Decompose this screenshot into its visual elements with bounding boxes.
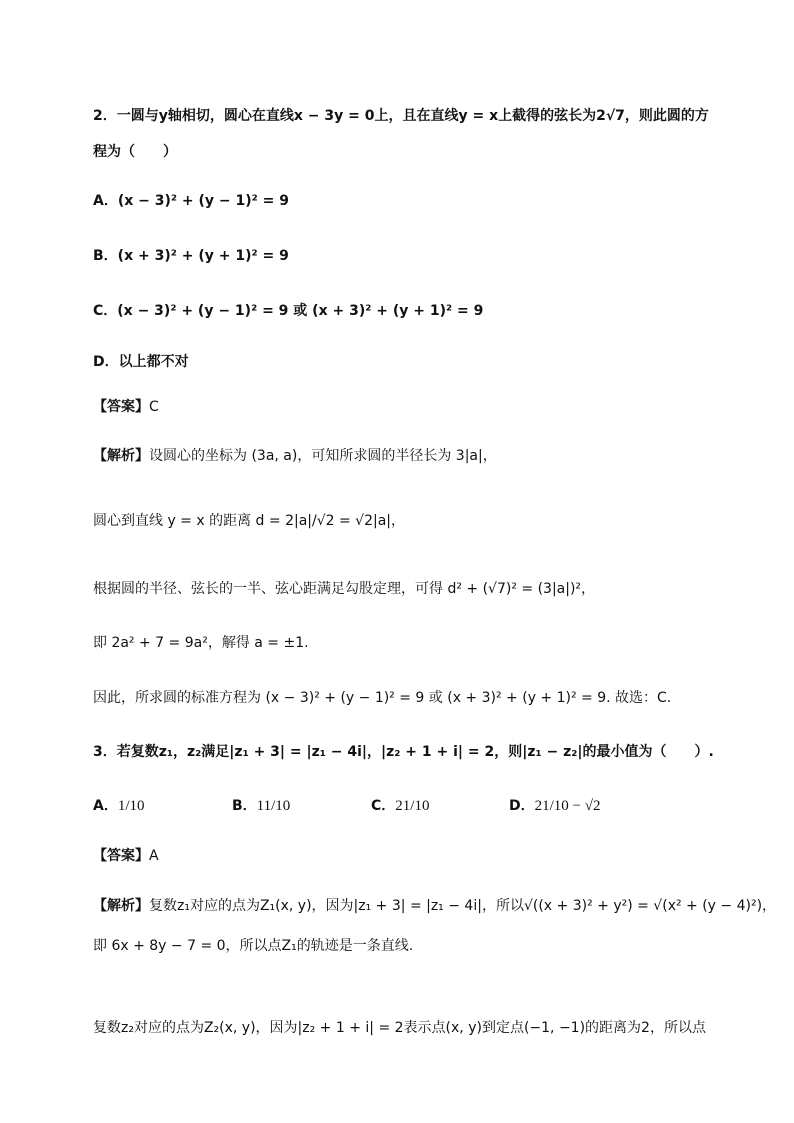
q2-option-d: D．以上都不对 [93,354,189,370]
answer-label: 【答案】 [93,399,149,415]
analysis-text: 设圆心的坐标为 (3a, a)，可知所求圆的半径长为 3|a|， [149,448,497,464]
q2-option-a: A．(x − 3)² + (y − 1)² = 9 [93,193,289,209]
q3-analysis-line1 [93,895,776,917]
q2-analysis-line2: 圆心到直线 y = x 的距离 d = 2|a|/√2 = √2|a|， [93,513,406,529]
answer-value: C [149,399,159,415]
q2-option-c: C．(x − 3)² + (y − 1)² = 9 或 (x + 3)² + (y + 1)² = 9 [93,303,484,319]
q2-analysis-line5: 因此，所求圆的标准方程为 (x − 3)² + (y − 1)² = 9 或 (x + 3)² + (y + 1)² = 9. 故选：C. [93,690,672,706]
q2-analysis-line1 [93,445,497,467]
q2-analysis-line4: 即 2a² + 7 = 9a²，解得 a = ±1. [93,635,309,651]
q3-analysis-line3: 复数z₂对应的点为Z₂(x, y)，因为|z₂ + 1 + i| = 2表示点(x, y)到定点(−1, −1)的距离为2，所以点 [93,1020,706,1036]
analysis-label: 【解析】 [93,898,149,914]
q3-option-a: A．1/10 [93,798,145,814]
analysis-label: 【解析】 [93,448,149,464]
answer-value: A [149,848,159,864]
analysis-text: 复数z₁对应的点为Z₁(x, y)，因为|z₁ + 3| = |z₁ − 4i|，所以√((x + 3)² + y²) = √(x² + (y − 4)²)， [149,898,777,914]
q3-stem: 3．若复数z₁，z₂满足|z₁ + 3| = |z₁ − 4i|，|z₂ + 1 + i| = 2，则|z₁ − z₂|的最小值为（ ）. [93,744,714,760]
q2-stem-line2: 程为（ ） [93,144,177,160]
q3-answer [93,845,159,867]
q2-analysis-line3: 根据圆的半径、弦长的一半、弦心距满足勾股定理，可得 d² + (√7)² = (3|a|)²， [93,581,596,597]
q2-answer [93,396,159,418]
q2-option-b: B．(x + 3)² + (y + 1)² = 9 [93,248,289,264]
answer-label: 【答案】 [93,848,149,864]
q3-option-c: C．21/10 [371,798,430,814]
q3-option-d: D．21/10 − √2 [509,798,601,814]
q3-analysis-line2: 即 6x + 8y − 7 = 0，所以点Z₁的轨迹是一条直线. [93,938,414,954]
q2-stem-line1: 2．一圆与y轴相切，圆心在直线x − 3y = 0上，且在直线y = x上截得的弦长为2√7，则此圆的方 [93,108,709,124]
q3-option-b: B．11/10 [232,798,291,814]
